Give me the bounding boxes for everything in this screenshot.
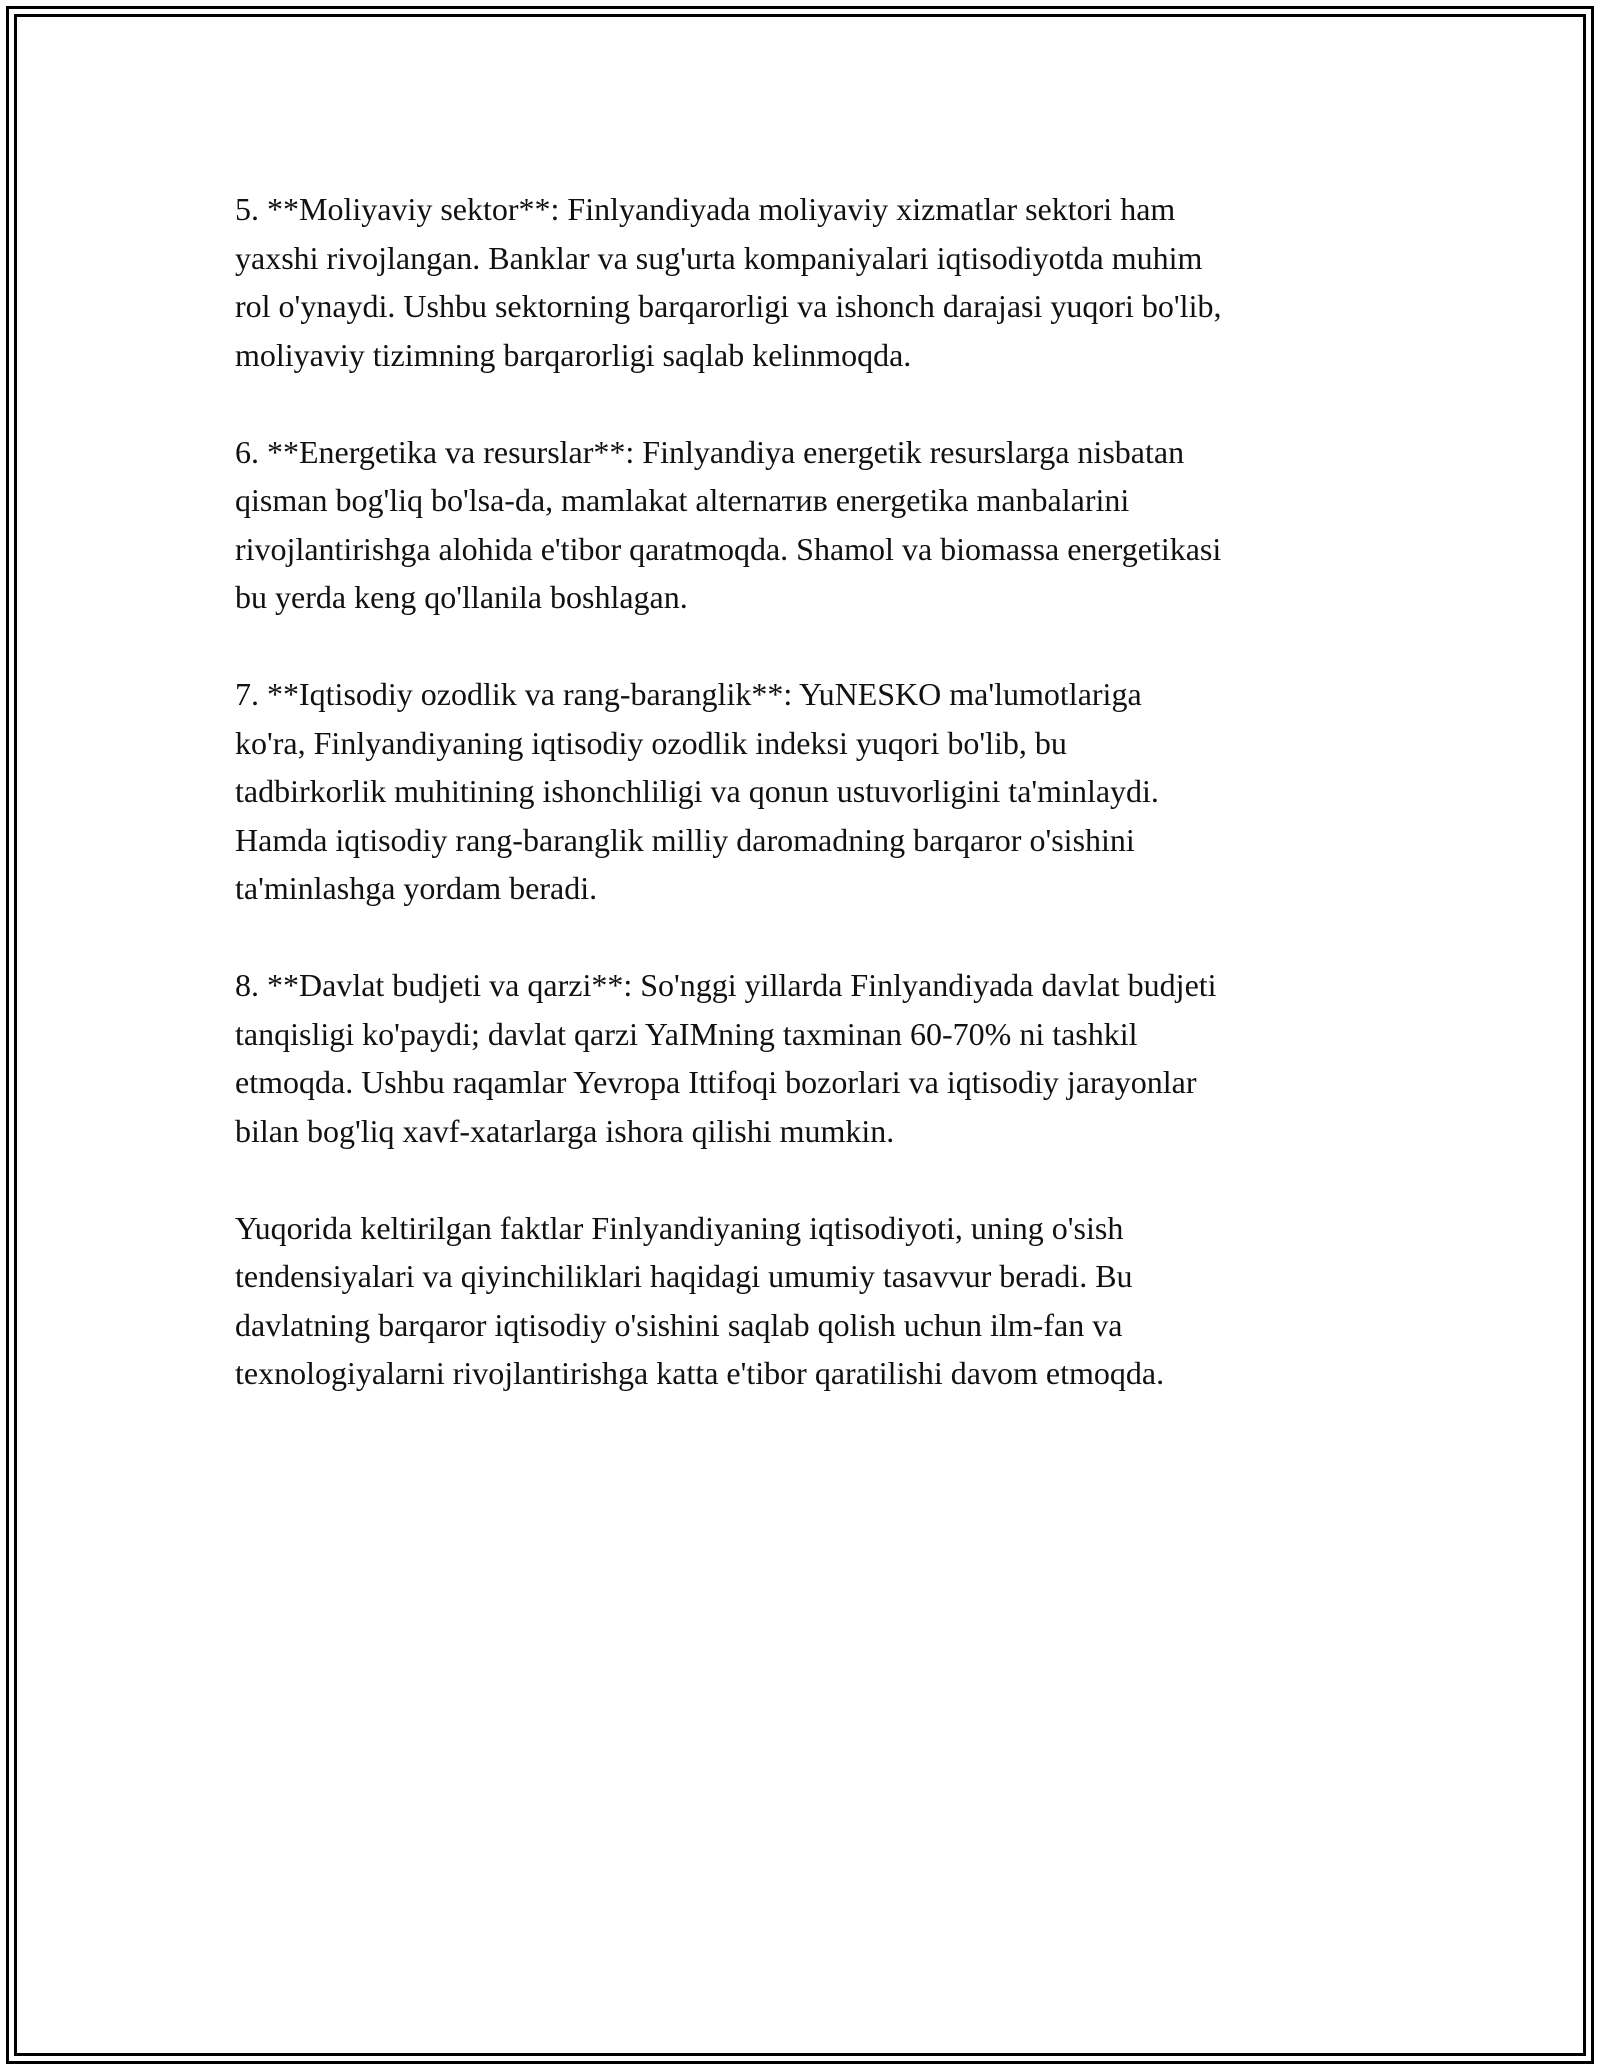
text-line: ko'ra, Finlyandiyaning iqtisodiy ozodlik indeksi yuqori bo'lib, bu xyxy=(235,724,1067,761)
text-line: Yuqorida keltirilgan faktlar Finlyandiyaning iqtisodiyoti, uning o'sish xyxy=(235,1209,1124,1246)
text-line: ta'minlashga yordam beradi. xyxy=(235,870,598,906)
text-line: bilan bog'liq xavf-xatarlarga ishora qilishi mumkin. xyxy=(235,1112,895,1149)
text-line: texnologiyalarni rivojlantirishga katta e'tibor qaratilishi davom etmoqda. xyxy=(235,1355,1165,1391)
text-line: tadbirkorlik muhitining ishonchliligi va qonun ustuvorligini ta'minlaydi. xyxy=(235,773,1159,809)
text-line: tanqisligi ko'paydi; davlat qarzi YaIMning taxminan 60-70% ni tashkil xyxy=(235,1015,1138,1052)
text-line: qisman bog'liq bo'lsa-da, mamlakat alternатив energetika manbalarini xyxy=(235,482,1130,518)
text-line: 5. **Moliyaviy sektor**: Finlyandiyada moliyaviy xizmatlar sektori ham xyxy=(235,191,1176,227)
text-line: Hamda iqtisodiy rang-baranglik milliy daromadning barqaror o'sishini xyxy=(235,821,1135,858)
text-line: etmoqda. Ushbu raqamlar Yevropa Ittifoqi bozorlari va iqtisodiy jarayonlar xyxy=(235,1064,1197,1100)
paragraph-conclusion xyxy=(235,1204,1375,1398)
text-line: 6. **Energetika va resurslar**: Finlyandiya energetik resurslarga nisbatan xyxy=(235,433,1185,470)
paragraph-energetika xyxy=(235,428,1375,622)
paragraph-davlat-budjeti xyxy=(235,961,1375,1155)
text-line: moliyaviy tizimning barqarorligi saqlab kelinmoqda. xyxy=(235,336,912,373)
text-line: rol o'ynaydi. Ushbu sektorning barqarorligi va ishonch darajasi yuqori bo'lib, xyxy=(235,288,1222,324)
text-line: davlatning barqaror iqtisodiy o'sishini saqlab qolish uchun ilm-fan va xyxy=(235,1306,1123,1343)
text-line: 7. **Iqtisodiy ozodlik va rang-baranglik**: YuNESKO ma'lumotlariga xyxy=(235,676,1142,712)
text-line: tendensiyalari va qiyinchiliklari haqidagi umumiy tasavvur beradi. Bu xyxy=(235,1258,1133,1294)
text-line: yaxshi rivojlangan. Banklar va sug'urta kompaniyalari iqtisodiyotda muhim xyxy=(235,239,1203,276)
text-line: 8. **Davlat budjeti va qarzi**: So'nggi yillarda Finlyandiyada davlat budjeti xyxy=(235,967,1217,1003)
paragraph-moliyaviy-sektor xyxy=(235,185,1375,379)
document-body xyxy=(235,185,1375,1446)
paragraph-iqtisodiy-ozodlik xyxy=(235,670,1375,913)
text-line: rivojlantirishga alohida e'tibor qaratmoqda. Shamol va biomassa energetikasi xyxy=(235,530,1222,567)
text-line: bu yerda keng qo'llanila boshlagan. xyxy=(235,579,688,615)
